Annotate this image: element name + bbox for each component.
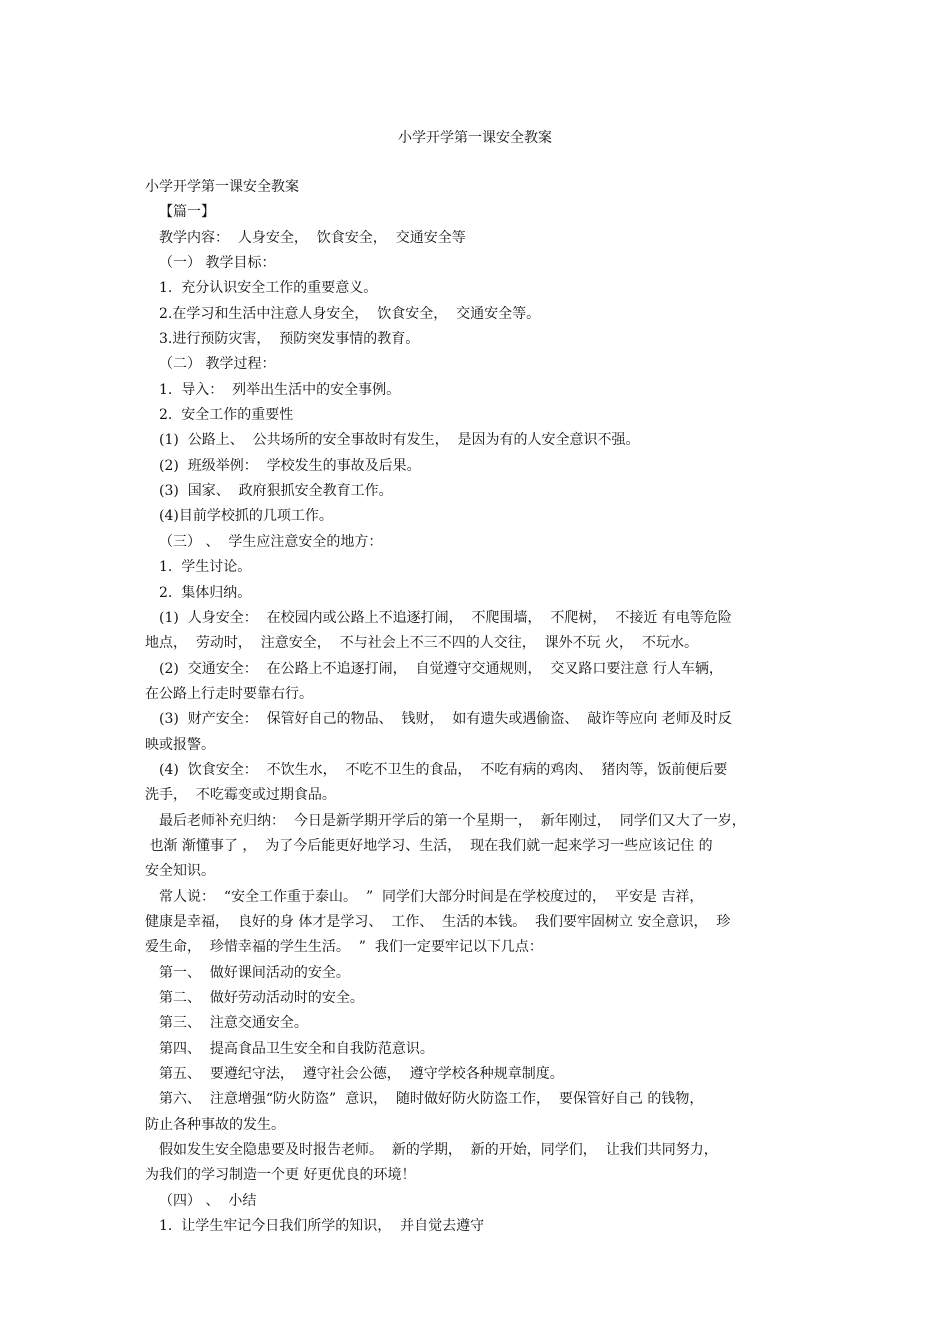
paragraph-line: 为我们的学习制造一个更 好更优良的环境！ xyxy=(145,1167,416,1184)
list-item: 第二、 做好劳动活动时的安全。 xyxy=(159,990,364,1006)
list-item: 1. 充分认识安全工作的重要意义。 xyxy=(159,280,378,297)
list-item: 第一、 做好课间活动的安全。 xyxy=(159,964,350,981)
list-item: 2. 集体归纳。 xyxy=(159,584,252,601)
document-title: 小学开学第一课安全教案 xyxy=(398,130,552,146)
subheading: （一） 教学目标： xyxy=(159,255,276,272)
paragraph-line: 爱生命， 珍惜幸福的学生生活。 ” 我们一定要牢记以下几点： xyxy=(145,939,543,956)
paragraph-line: 教学内容： 人身安全， 饮食安全， 交通安全等 xyxy=(159,229,466,246)
list-item: 第四、 提高食品卫生安全和自我防范意识。 xyxy=(159,1040,434,1057)
list-item: 第五、 要遵纪守法， 遵守社会公德， 遵守学校各种规章制度。 xyxy=(159,1066,564,1083)
paragraph-line: 假如发生安全隐患要及时报告老师。 新的学期， 新的开始，同学们， 让我们共同努力， xyxy=(159,1142,718,1159)
paragraph-line: 健康是幸福， 良好的身 体才是学习、 工作、 生活的本钱。 我们要牢固树立 安全意识， 珍 xyxy=(145,913,731,930)
paragraph-line: 最后老师补充归纳： 今日是新学期开学后的第一个星期一， 新年刚过， 同学们又大了一岁， xyxy=(159,812,746,829)
subheading: （四） 、 小结 xyxy=(159,1192,257,1209)
subheading: （三） 、 学生应注意安全的地方： xyxy=(159,533,383,550)
paragraph-line: 映或报警。 xyxy=(145,736,215,753)
body-heading: 小学开学第一课安全教案 xyxy=(145,179,299,195)
paragraph-line: 在公路上行走时要靠右行。 xyxy=(145,685,313,702)
list-item: (1) 公路上、 公共场所的安全事故时有发生， 是因为有的人安全意识不强。 xyxy=(159,432,640,449)
paragraph-line: 也渐 渐懂事了 ， 为了今后能更好地学习、生活， 现在我们就一起来学习一些应该记住 的 xyxy=(145,837,713,854)
paragraph-line: 防止各种事故的发生。 xyxy=(145,1116,285,1133)
list-item: 3.进行预防灾害， 预防突发事情的教育。 xyxy=(159,331,420,348)
paragraph-line: 地点， 劳动时， 注意安全， 不与社会上不三不四的人交往， 课外不玩 火， 不玩水。 xyxy=(145,635,698,652)
list-item: 2. 安全工作的重要性 xyxy=(159,407,294,424)
list-item: 2.在学习和生活中注意人身安全， 饮食安全， 交通安全等。 xyxy=(159,305,541,322)
list-item: 第六、 注意增强“防火防盗” 意识， 随时做好防火防盗工作， 要保管好自己 的钱物， xyxy=(159,1091,704,1108)
paragraph-line: 常人说： “安全工作重于泰山。 ” 同学们大部分时间是在学校度过的， 平安是 吉祥， xyxy=(159,888,704,905)
subheading: （二） 教学过程： xyxy=(159,356,276,373)
list-item: 第三、 注意交通安全。 xyxy=(159,1015,308,1032)
paragraph-line: 安全知识。 xyxy=(145,863,215,880)
list-item: (3) 国家、 政府狠抓安全教育工作。 xyxy=(159,483,393,500)
document-body xyxy=(145,175,813,1239)
list-item: (4)目前学校抓的几项工作。 xyxy=(159,508,333,525)
paragraph-line: 洗手， 不吃霉变或过期食品。 xyxy=(145,787,336,804)
paragraph-line: (1) 人身安全： 在校园内或公路上不追逐打闹， 不爬围墙， 不爬树， 不接近 有电等危险 xyxy=(159,609,732,626)
paragraph-line: (4) 饮食安全： 不饮生水， 不吃不卫生的食品， 不吃有病的鸡肉、 猪肉等，饭前便后要 xyxy=(159,761,728,778)
list-item: 1. 让学生牢记今日我们所学的知识， 并自觉去遵守 xyxy=(159,1218,485,1235)
paragraph-line: (2) 交通安全： 在公路上不追逐打闹， 自觉遵守交通规则， 交叉路口要注意 行人车辆， xyxy=(159,660,723,677)
list-item: 1. 导入： 列举出生活中的安全事例。 xyxy=(159,381,401,398)
section-label: 【篇一】 xyxy=(159,204,215,221)
paragraph-line: (3) 财产安全： 保管好自己的物品、 钱财， 如有遗失或遇偷盗、 敲诈等应向 老师及时反 xyxy=(159,711,732,728)
list-item: (2) 班级举例： 学校发生的事故及后果。 xyxy=(159,457,421,474)
list-item: 1. 学生讨论。 xyxy=(159,559,252,576)
